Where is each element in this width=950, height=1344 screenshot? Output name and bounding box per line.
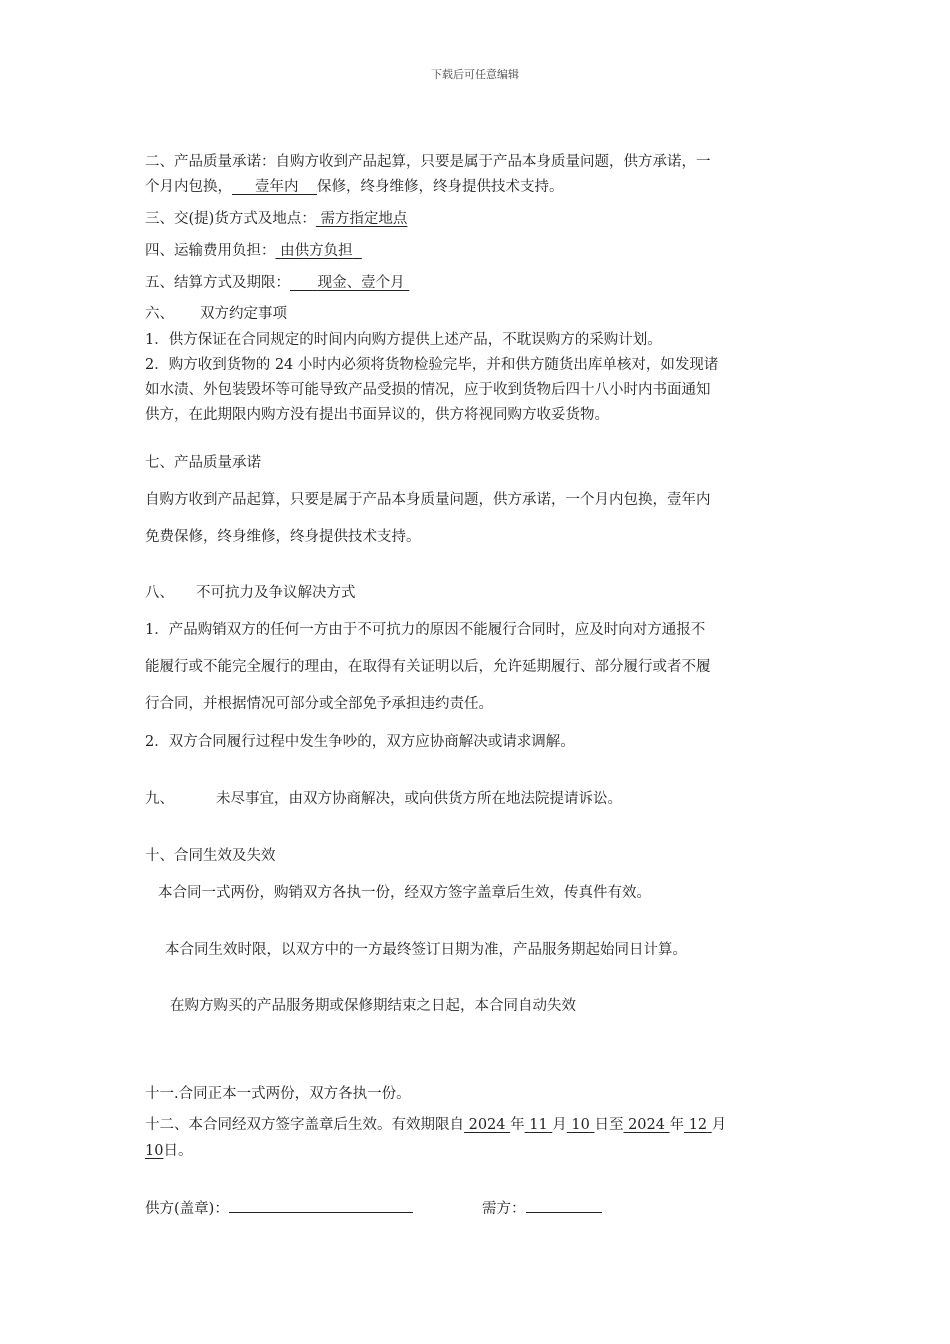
sec2-line2-post: 保修，终身维修，终身提供技术支持。 xyxy=(316,179,564,195)
sec6-item2-line1: 2．购方收到货物的 24 小时内必须将货物检验完毕，并和供方随货出库单核对，如发现诸 xyxy=(145,357,719,373)
sec6-title: 双方约定事项 xyxy=(200,306,287,322)
sec5-value-text: 现金、壹个月 xyxy=(317,275,405,291)
sec4-value xyxy=(276,243,362,259)
date-to-text: 日至 xyxy=(594,1117,624,1133)
sec2-warranty-fill xyxy=(232,179,317,195)
sec5-value xyxy=(290,275,409,291)
sec8-num: 八、 xyxy=(145,585,174,601)
end-month-value: 12 xyxy=(688,1117,708,1133)
sec9-line xyxy=(145,789,622,809)
sec12-text: 十二、本合同经双方签字盖章后生效。有效期限自 xyxy=(145,1117,464,1133)
start-month xyxy=(525,1117,553,1133)
sec8-item2: 2．双方合同履行过程中发生争吵的，双方应协商解决或请求调解。 xyxy=(145,734,575,750)
sec8-item1-line3: 行合同，并根据情况可部分或全部免予承担违约责任。 xyxy=(145,696,493,712)
end-year-value: 2024 xyxy=(628,1117,665,1133)
sec8-item1-line2: 能履行或不能完全履行的理由，在取得有关证明以后，允许延期履行、部分履行或者不履 xyxy=(145,659,711,675)
end-month xyxy=(684,1117,712,1133)
sec7-line1: 自购方收到产品起算，只要是属于产品本身质量问题，供方承诺，一个月内包换，壹年内 xyxy=(145,492,711,508)
sec3-line xyxy=(145,209,407,229)
sec8-heading xyxy=(145,583,356,603)
start-month-value: 11 xyxy=(529,1117,548,1133)
start-day-value: 10 xyxy=(571,1117,590,1133)
start-year-unit: 年 xyxy=(510,1117,525,1133)
sec6-item1: 1．供方保证在合同规定的时间内向购方提供上述产品，不耽误购方的采购计划。 xyxy=(145,332,662,348)
sec4-label: 四、运输费用负担： xyxy=(145,243,276,259)
sec10-para3: 在购方购买的产品服务期或保修期结束之日起，本合同自动失效 xyxy=(170,998,576,1014)
end-day xyxy=(145,1143,163,1159)
sec3-value-text: 需方指定地点 xyxy=(320,211,408,227)
sec10-para2: 本合同生效时限，以双方中的一方最终签订日期为准，产品服务期起始同日计算。 xyxy=(165,942,687,958)
start-year-value: 2024 xyxy=(468,1117,506,1133)
sec3-label: 三、交(提)货方式及地点： xyxy=(145,211,316,227)
start-month-unit: 月 xyxy=(552,1117,567,1133)
sec4-value-text: 由供方负担 xyxy=(280,243,353,259)
supplier-label: 供方(盖章)： xyxy=(145,1201,229,1217)
sec6-item2-line2: 如水渍、外包装毁坏等可能导致产品受损的情况，应于收到货物后四十八小时内书面通知 xyxy=(145,382,711,398)
sec4-line xyxy=(145,241,362,261)
sec3-value xyxy=(316,211,408,227)
end-year-unit: 年 xyxy=(669,1117,685,1133)
end-day-unit: 日。 xyxy=(163,1143,193,1159)
sec6-item2-line3: 供方，在此期限内购方没有提出书面异议的，供方将视同购方收妥货物。 xyxy=(145,407,609,423)
sec2-warranty-value: 壹年内 xyxy=(255,179,299,195)
sec10-para1: 本合同一式两份，购销双方各执一份，经双方签字盖章后生效，传真件有效。 xyxy=(158,885,651,901)
start-year xyxy=(464,1117,510,1133)
sec6-heading xyxy=(145,304,287,324)
end-year xyxy=(623,1117,669,1133)
sec2-line1: 二、产品质量承诺：自购方收到产品起算，只要是属于产品本身质量问题，供方承诺，一 xyxy=(145,154,711,170)
sec9-num: 九、 xyxy=(145,791,174,807)
supplier-signature xyxy=(145,1198,413,1219)
buyer-signature xyxy=(482,1198,602,1219)
sec12-line2 xyxy=(145,1141,192,1161)
end-month-unit: 月 xyxy=(711,1117,727,1133)
start-day xyxy=(567,1117,595,1133)
sec9-text: 未尽事宜，由双方协商解决，或向供货方所在地法院提请诉讼。 xyxy=(216,791,622,807)
sec2-line2 xyxy=(145,177,563,197)
sec5-label: 五、结算方式及期限： xyxy=(145,275,290,291)
sec12-line1 xyxy=(145,1115,726,1135)
buyer-label: 需方： xyxy=(482,1201,526,1217)
sec5-line xyxy=(145,273,409,293)
sec7-line2: 免费保修，终身维修，终身提供技术支持。 xyxy=(145,529,421,545)
sec8-title: 不可抗力及争议解决方式 xyxy=(196,585,356,601)
sec10-title: 十、合同生效及失效 xyxy=(145,848,276,864)
sec6-num: 六、 xyxy=(145,306,174,322)
sec2-line2-pre: 个月内包换， xyxy=(145,179,232,195)
buyer-signature-line xyxy=(526,1198,602,1213)
end-day-value: 10 xyxy=(145,1143,164,1159)
supplier-signature-line xyxy=(229,1198,413,1213)
sec7-title: 七、产品质量承诺 xyxy=(145,455,261,471)
page-header: 下载后可任意编辑 xyxy=(431,68,519,81)
sec11-line: 十一.合同正本一式两份，双方各执一份。 xyxy=(145,1086,411,1102)
sec8-item1-line1: 1．产品购销双方的任何一方由于不可抗力的原因不能履行合同时，应及时向对方通报不 xyxy=(145,622,706,638)
